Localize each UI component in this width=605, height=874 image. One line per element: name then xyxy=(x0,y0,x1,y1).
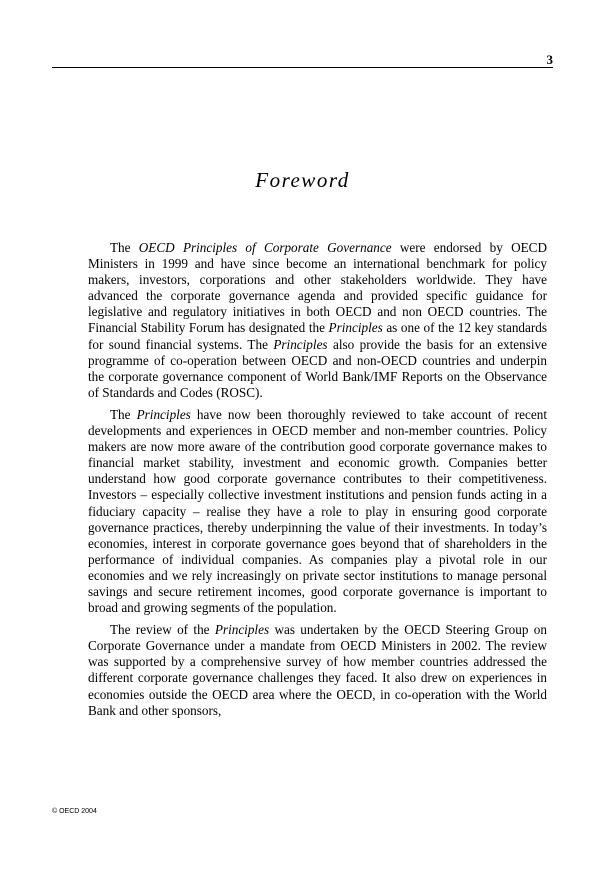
body-text xyxy=(88,240,547,725)
page-title: Foreword xyxy=(255,168,350,192)
italic-title-reference: Principles xyxy=(273,336,328,352)
italic-title-reference: Principles xyxy=(214,622,270,638)
text-run: was undertaken by the OECD Steering Group on Corporate Governance under a mandate from OECD Ministers in 2002. The review was supported by a comprehensive survey of how member countries addressed the different corporate governance challenges they faced. It also drew on experiences in economies outside the OECD area where the OECD, in co-operation with the World Bank and other sponsors, xyxy=(88,622,547,718)
header-rule xyxy=(52,67,553,68)
italic-title-reference: Principles xyxy=(328,320,383,336)
text-run: as one of the 12 key standards for sound financial systems. The xyxy=(88,320,547,352)
paragraph-1 xyxy=(88,240,547,401)
text-run: have now been thoroughly reviewed to take account of recent developments and experiences in OECD member and non-member countries. Policy makers are now more aware of the contribution good corporate governance makes to financial market stability, investment and economic growth. Companies better understand how good corporate governance contributes to their competitiveness. Investors – especially collective investment institutions and pension funds acting in a fiduciary capacity – realise they have a role to play in ensuring good corporate governance practices, thereby underpinning the value of their investments. In today’s economies, interest in corporate governance goes beyond that of shareholders in the performance of individual companies. As companies play a pivotal role in our economies and we rely increasingly on private sector institutions to manage personal savings and secure retirement incomes, good corporate governance is important to broad and growing segments of the population. xyxy=(88,406,547,616)
italic-title-reference: OECD Principles of Corporate Governance xyxy=(138,240,392,255)
page-number: 3 xyxy=(546,52,553,67)
text-run: also provide the basis for an extensive programme of co-operation between OECD and non-OECD countries and underpin the corporate governance component of World Bank/IMF Reports on the Observance of Standards and Codes (ROSC). xyxy=(88,336,547,400)
text-run: The xyxy=(110,406,137,422)
italic-title-reference: Principles xyxy=(136,406,191,422)
paragraph-2 xyxy=(88,407,547,616)
copyright-footer: © OECD 2004 xyxy=(52,808,97,815)
text-run: were endorsed by OECD Ministers in 1999 and have since become an international benchmark for policy makers, investors, corporations and other stakeholders worldwide. They have advanced the corporate governance agenda and provided specific guidance for legislative and regulatory initiatives in both OECD and non OECD countries. The Financial Stability Forum has designated the xyxy=(88,240,547,336)
text-run: The xyxy=(110,240,139,255)
paragraph-3 xyxy=(88,622,547,719)
text-run: The review of the xyxy=(110,622,215,638)
